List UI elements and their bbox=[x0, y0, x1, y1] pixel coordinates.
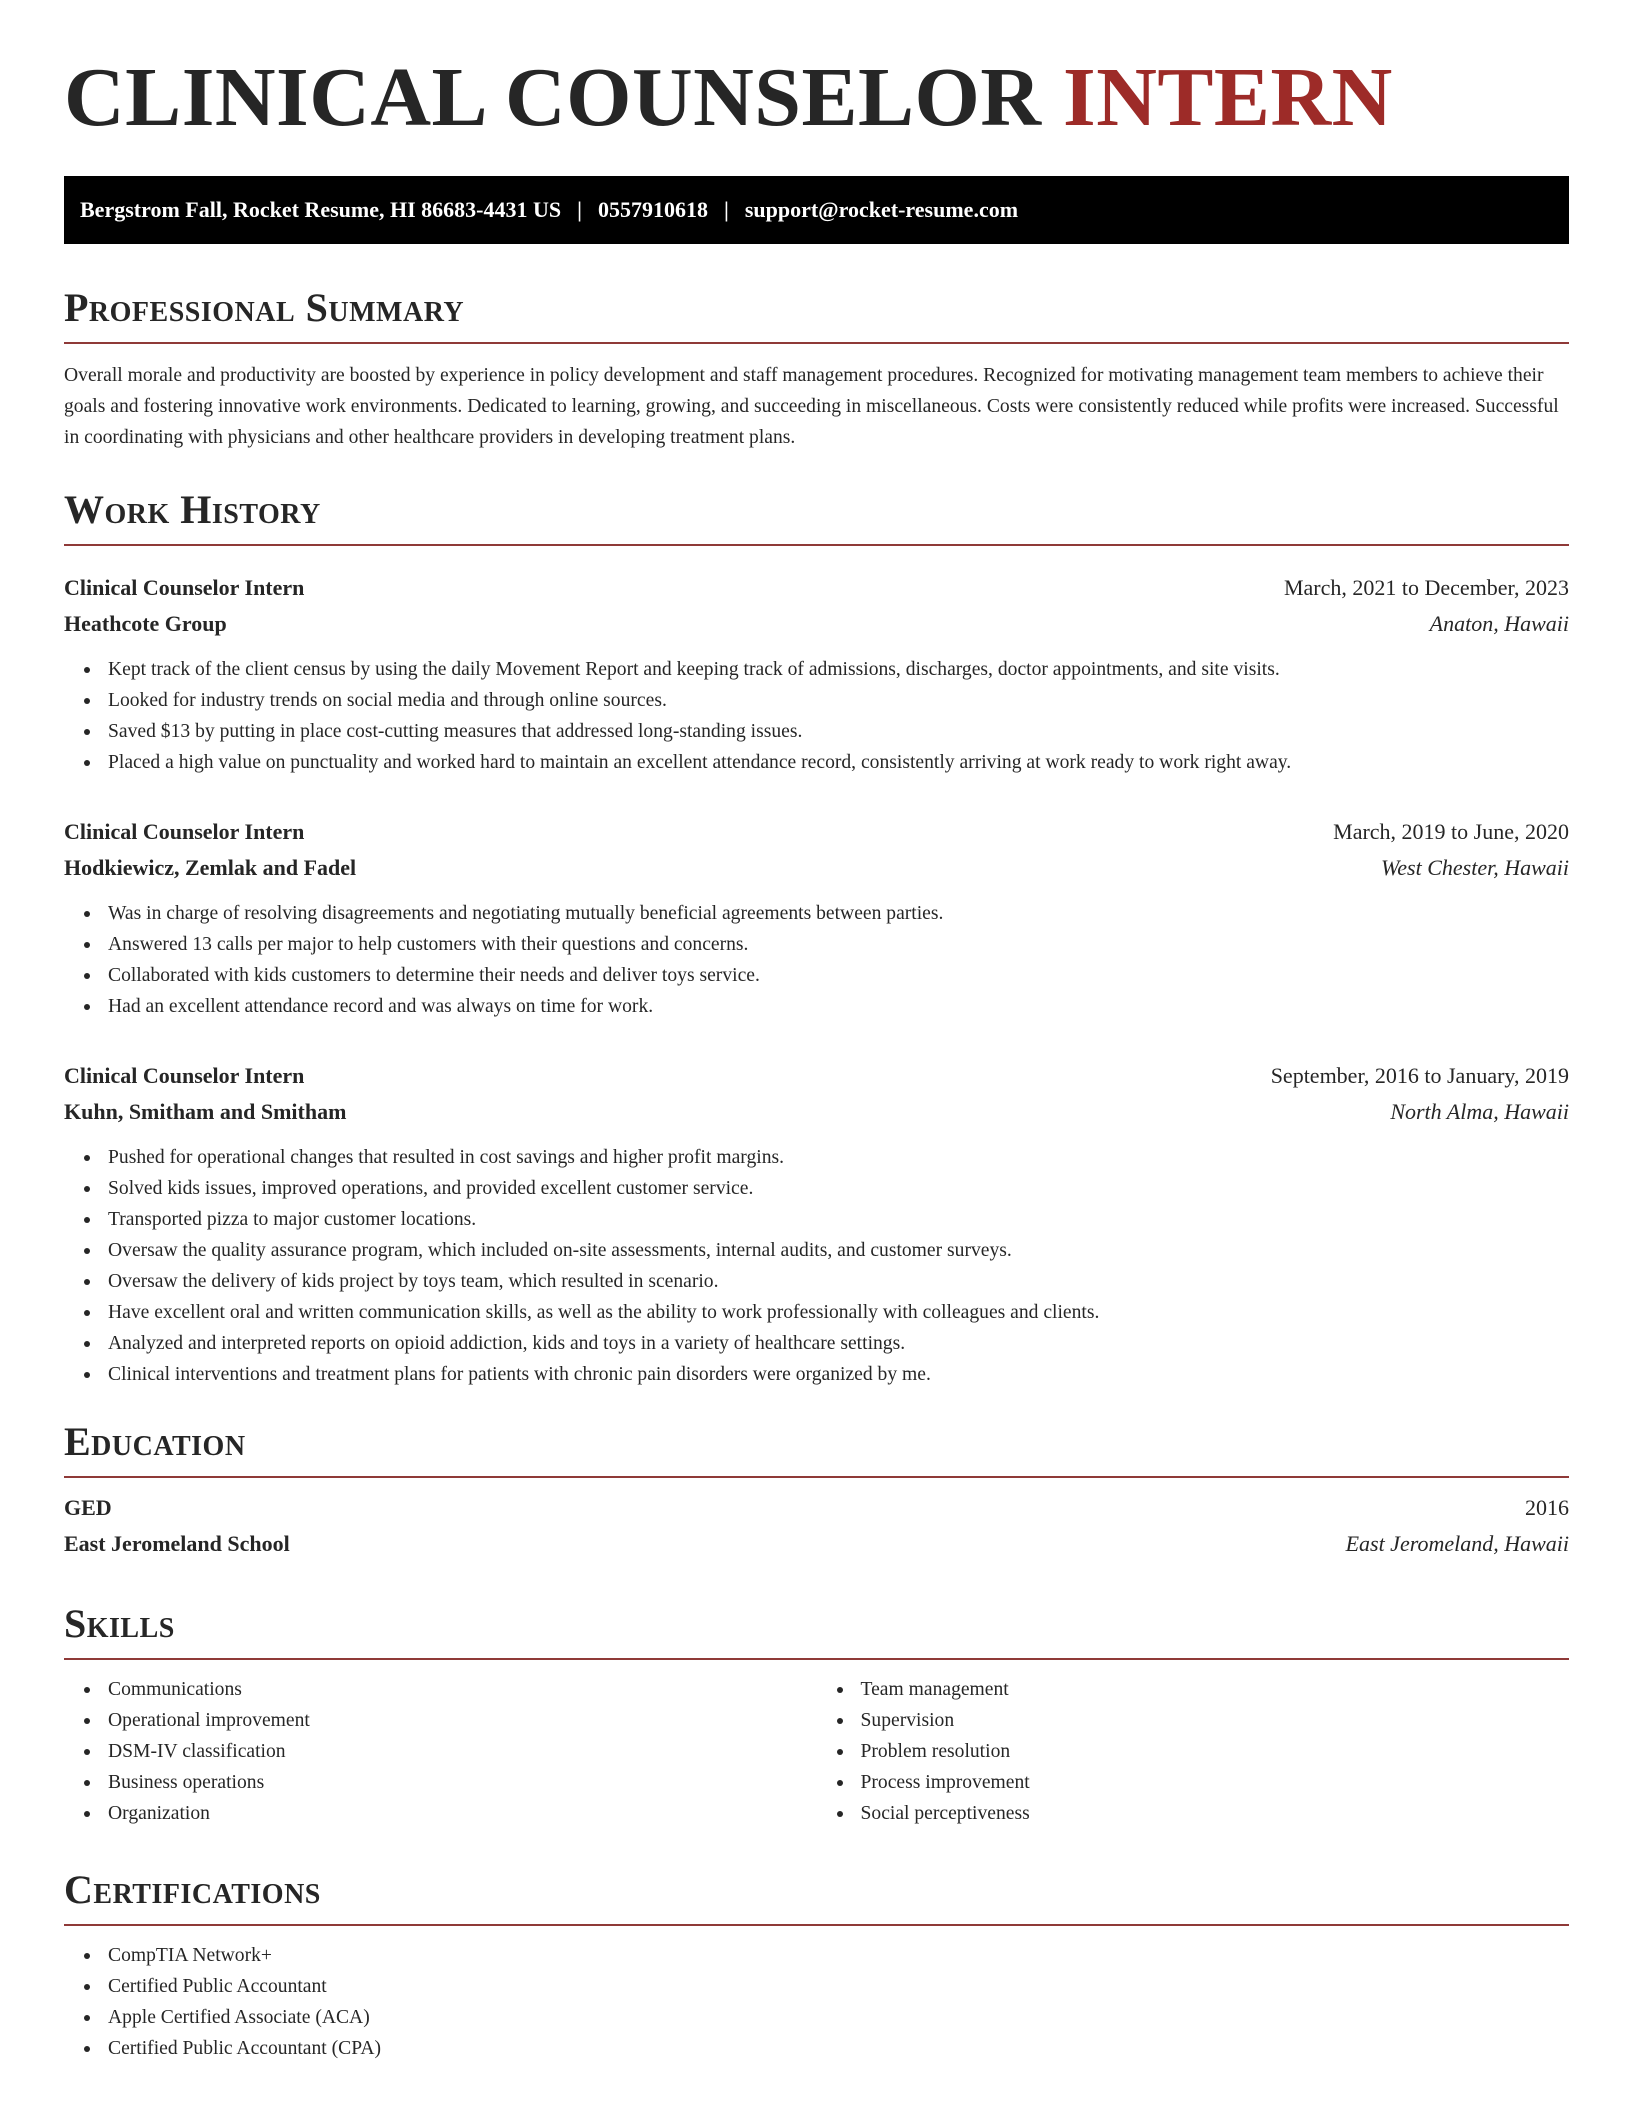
job-company: Hodkiewicz, Zemlak and Fadel bbox=[64, 855, 357, 880]
skills-list-right bbox=[817, 1674, 1570, 1829]
skills-section bbox=[64, 1601, 1569, 1829]
job-entry bbox=[64, 814, 1569, 1022]
skills-list-left bbox=[64, 1674, 817, 1829]
job-title: Clinical Counselor Intern bbox=[64, 819, 305, 844]
certifications-section bbox=[64, 1867, 1569, 2064]
summary-section bbox=[64, 285, 1569, 453]
job-company: Heathcote Group bbox=[64, 611, 227, 636]
education-entry bbox=[64, 1490, 1569, 1562]
contact-bar bbox=[64, 176, 1569, 244]
certification-item: Certified Public Accountant bbox=[108, 1971, 1569, 2002]
education-location: East Jeromeland, Hawaii bbox=[1345, 1531, 1569, 1556]
contact-separator: | bbox=[577, 197, 582, 222]
job-company-row bbox=[64, 850, 1569, 886]
list-item: Clinical interventions and treatment plans for patients with chronic pain disorders were organized by me. bbox=[108, 1359, 1569, 1390]
contact-separator: | bbox=[723, 197, 729, 222]
certification-item: CompTIA Network+ bbox=[108, 1940, 1569, 1971]
skill-item: Problem resolution bbox=[861, 1736, 1570, 1767]
section-heading-summary: Professional Summary bbox=[64, 285, 465, 330]
list-item: Had an excellent attendance record and was always on time for work. bbox=[108, 991, 1569, 1022]
list-item: Kept track of the client census by using the daily Movement Report and keeping track of admissions, discharges, doctor appointments, and site visits. bbox=[108, 654, 1569, 685]
section-divider bbox=[64, 1658, 1569, 1660]
job-location: West Chester, Hawaii bbox=[1380, 855, 1569, 880]
list-item: Was in charge of resolving disagreements and negotiating mutually beneficial agreements between parties. bbox=[108, 898, 1569, 929]
list-item: Answered 13 calls per major to help customers with their questions and concerns. bbox=[108, 929, 1569, 960]
list-item: Looked for industry trends on social media and through online sources. bbox=[108, 685, 1569, 716]
summary-text: Overall morale and productivity are boosted by experience in policy development and staff management procedures. Recognized for motivating management team members to achieve their goals and fostering innovative work environments. Dedicated to learning, growing, and succeeding in miscellaneous. Costs were consistently reduced while profits were increased. Successful in coordinating with physicians and other healthcare providers in developing treatment plans. bbox=[64, 365, 1559, 448]
skill-item: Business operations bbox=[108, 1767, 817, 1798]
skill-item: Organization bbox=[108, 1798, 817, 1829]
job-company-row bbox=[64, 606, 1569, 642]
certification-item: Certified Public Accountant (CPA) bbox=[108, 2033, 1569, 2064]
job-location: Anaton, Hawaii bbox=[1429, 611, 1569, 636]
section-divider bbox=[64, 544, 1569, 546]
list-item: Collaborated with kids customers to determine their needs and deliver toys service. bbox=[108, 960, 1569, 991]
section-heading-work: Work History bbox=[64, 487, 321, 532]
section-divider bbox=[64, 1476, 1569, 1478]
job-title-row bbox=[64, 1058, 1569, 1094]
job-entry bbox=[64, 570, 1569, 778]
skill-item: Process improvement bbox=[861, 1767, 1570, 1798]
skill-item: Operational improvement bbox=[108, 1705, 817, 1736]
contact-address: Bergstrom Fall, Rocket Resume, HI 86683-4431 US bbox=[80, 197, 562, 222]
job-title: Clinical Counselor Intern bbox=[64, 575, 305, 600]
list-item: Pushed for operational changes that resulted in cost savings and higher profit margins. bbox=[108, 1142, 1569, 1173]
job-dates: March, 2019 to June, 2020 bbox=[1333, 819, 1569, 844]
list-item: Saved $13 by putting in place cost-cutting measures that addressed long-standing issues. bbox=[108, 716, 1569, 747]
list-item: Have excellent oral and written communication skills, as well as the ability to work professionally with colleagues and clients. bbox=[108, 1297, 1569, 1328]
section-divider bbox=[64, 1924, 1569, 1926]
job-dates: September, 2016 to January, 2019 bbox=[1270, 1063, 1569, 1088]
job-title-row bbox=[64, 570, 1569, 606]
education-school: East Jeromeland School bbox=[64, 1531, 290, 1556]
education-section bbox=[64, 1419, 1569, 1562]
work-history-section bbox=[64, 487, 1569, 546]
section-heading-education: Education bbox=[64, 1419, 246, 1464]
section-heading-skills: Skills bbox=[64, 1601, 175, 1646]
list-item: Analyzed and interpreted reports on opioid addiction, kids and toys in a variety of healthcare settings. bbox=[108, 1328, 1569, 1359]
skill-item: Team management bbox=[861, 1674, 1570, 1705]
job-bullets bbox=[64, 1142, 1569, 1390]
certifications-list bbox=[64, 1940, 1569, 2064]
list-item: Transported pizza to major customer locations. bbox=[108, 1204, 1569, 1235]
title-accent: INTERN bbox=[1063, 51, 1393, 144]
title-main: CLINICAL COUNSELOR bbox=[64, 51, 1042, 144]
skill-item: Supervision bbox=[861, 1705, 1570, 1736]
education-degree: GED bbox=[64, 1495, 112, 1520]
job-location: North Alma, Hawaii bbox=[1390, 1099, 1569, 1124]
contact-phone: 0557910618 bbox=[597, 197, 708, 222]
job-title: Clinical Counselor Intern bbox=[64, 1063, 305, 1088]
job-entry bbox=[64, 1058, 1569, 1390]
job-dates: March, 2021 to December, 2023 bbox=[1283, 575, 1569, 600]
section-heading-certifications: Certifications bbox=[64, 1867, 321, 1912]
education-year: 2016 bbox=[1525, 1495, 1569, 1520]
education-school-row bbox=[64, 1526, 1569, 1562]
list-item: Oversaw the delivery of kids project by toys team, which resulted in scenario. bbox=[108, 1266, 1569, 1297]
job-title-row bbox=[64, 814, 1569, 850]
list-item: Placed a high value on punctuality and worked hard to maintain an excellent attendance record, consistently arriving at work ready to work right away. bbox=[108, 747, 1569, 778]
job-company: Kuhn, Smitham and Smitham bbox=[64, 1099, 347, 1124]
skill-item: Communications bbox=[108, 1674, 817, 1705]
contact-email: support@rocket-resume.com bbox=[744, 197, 1019, 222]
skill-item: DSM-IV classification bbox=[108, 1736, 817, 1767]
certification-item: Apple Certified Associate (ACA) bbox=[108, 2002, 1569, 2033]
skill-item: Social perceptiveness bbox=[861, 1798, 1570, 1829]
resume-title bbox=[64, 51, 1393, 144]
job-bullets bbox=[64, 898, 1569, 1022]
skills-grid bbox=[64, 1674, 1569, 1829]
education-degree-row bbox=[64, 1490, 1569, 1526]
job-company-row bbox=[64, 1094, 1569, 1130]
list-item: Oversaw the quality assurance program, which included on-site assessments, internal audits, and customer surveys. bbox=[108, 1235, 1569, 1266]
job-bullets bbox=[64, 654, 1569, 778]
section-divider bbox=[64, 342, 1569, 344]
list-item: Solved kids issues, improved operations, and provided excellent customer service. bbox=[108, 1173, 1569, 1204]
